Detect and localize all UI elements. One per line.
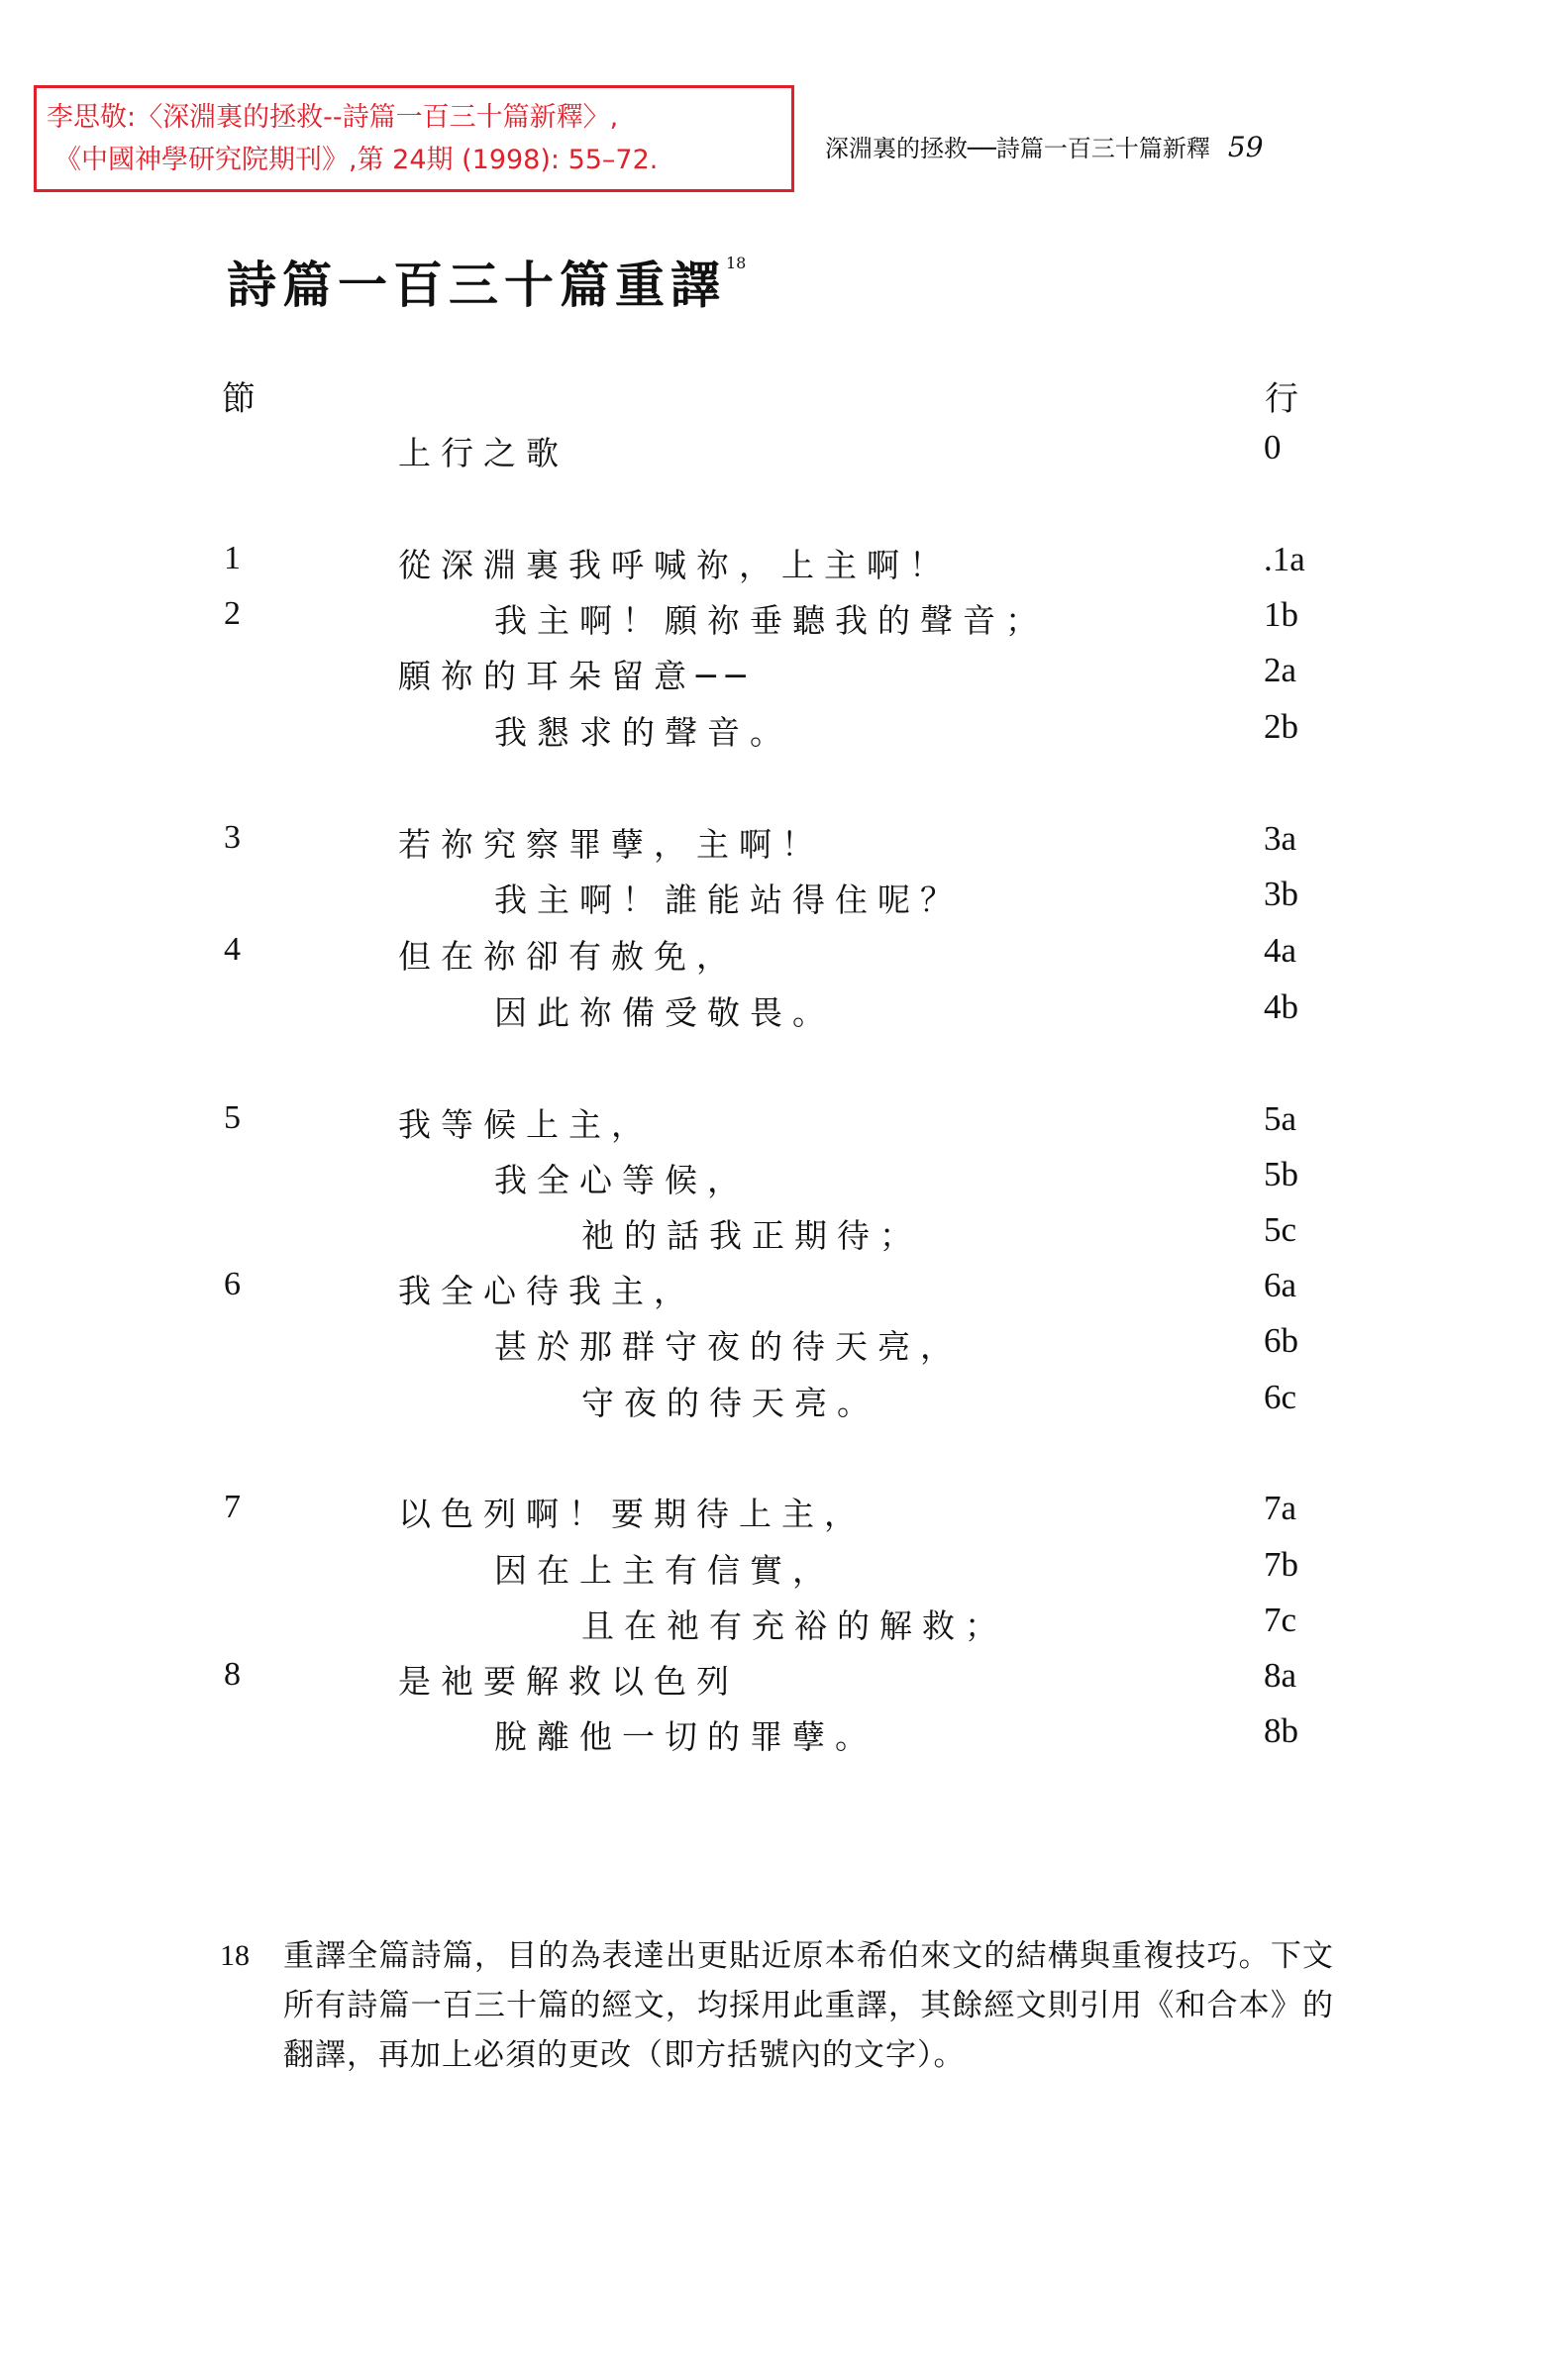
verse-number: 4 bbox=[224, 931, 241, 968]
line-number: 5b bbox=[1264, 1155, 1298, 1193]
verse-column-header: 節 bbox=[222, 379, 256, 419]
line-number: 2b bbox=[1264, 707, 1298, 746]
verse-text: 若祢究察罪孽，主啊！ bbox=[398, 825, 824, 864]
line-number: 6a bbox=[1264, 1266, 1297, 1304]
verse-text: 因此祢備受敬畏。 bbox=[494, 993, 835, 1032]
table-row bbox=[0, 651, 1544, 700]
verse-text: 因在上主有信實， bbox=[494, 1551, 835, 1590]
table-row bbox=[0, 1656, 1544, 1706]
table-row bbox=[0, 931, 1544, 981]
citation-line-2: 《中國神學研究院期刊》,第 24期 (1998): 55–72. bbox=[54, 145, 659, 175]
verse-text: 我主啊！誰能站得住呢？ bbox=[494, 880, 963, 919]
citation-box bbox=[34, 85, 794, 192]
verse-text: 且在祂有充裕的解救； bbox=[581, 1606, 1007, 1645]
footnote-number: 18 bbox=[220, 1939, 250, 1972]
verse-number: 1 bbox=[224, 540, 241, 576]
line-number: 4b bbox=[1264, 987, 1298, 1026]
verse-text: 守夜的待天亮。 bbox=[581, 1384, 879, 1422]
table-row bbox=[0, 819, 1544, 869]
verse-text: 上行之歌 bbox=[398, 434, 568, 472]
verse-text: 是祂要解救以色列 bbox=[398, 1662, 739, 1701]
table-row bbox=[0, 1210, 1544, 1260]
line-number: 8b bbox=[1264, 1711, 1298, 1750]
table-row bbox=[0, 987, 1544, 1037]
table-row bbox=[0, 1711, 1544, 1761]
line-number: 6b bbox=[1264, 1321, 1298, 1360]
line-number: 4a bbox=[1264, 931, 1297, 970]
verse-text: 願祢的耳朵留意── bbox=[398, 657, 756, 695]
line-number: 2a bbox=[1264, 651, 1297, 689]
verse-text: 我懇求的聲音。 bbox=[494, 713, 792, 752]
verse-number: 2 bbox=[224, 595, 241, 632]
verse-text: 我全心待我主， bbox=[398, 1272, 696, 1310]
line-number: 5c bbox=[1264, 1210, 1297, 1249]
verse-number: 5 bbox=[224, 1099, 241, 1136]
page-title bbox=[227, 246, 746, 317]
table-row bbox=[0, 875, 1544, 924]
table-row bbox=[0, 428, 1544, 477]
verse-text: 祂的話我正期待； bbox=[581, 1216, 922, 1255]
table-row bbox=[0, 540, 1544, 589]
verse-text: 但在祢卻有赦免， bbox=[398, 937, 739, 976]
citation-line-1: 李思敬:〈深淵裏的拯救--詩篇一百三十篇新釋〉, bbox=[47, 102, 619, 133]
page-number: 59 bbox=[1227, 131, 1264, 163]
line-number: 3b bbox=[1264, 875, 1298, 913]
table-row bbox=[0, 1099, 1544, 1149]
running-header bbox=[825, 129, 1264, 163]
table-row bbox=[0, 707, 1544, 757]
line-number: 7b bbox=[1264, 1545, 1298, 1584]
line-number: 0 bbox=[1264, 428, 1282, 466]
line-number: 8a bbox=[1264, 1656, 1297, 1695]
line-number: 1b bbox=[1264, 595, 1298, 634]
line-number: .1a bbox=[1264, 540, 1305, 578]
table-row bbox=[0, 1378, 1544, 1427]
verse-number: 6 bbox=[224, 1266, 241, 1302]
title-text: 詩篇一百三十篇重譯 bbox=[227, 256, 726, 314]
running-header-title: 深淵裏的拯救──詩篇一百三十篇新釋 bbox=[825, 135, 1210, 162]
table-row bbox=[0, 1601, 1544, 1650]
verse-text: 從深淵裏我呼喊祢，上主啊！ bbox=[398, 546, 952, 584]
line-number: 7c bbox=[1264, 1601, 1297, 1639]
verse-text: 甚於那群守夜的待天亮， bbox=[494, 1327, 963, 1366]
footnote-text: 重譯全篇詩篇，目的為表達出更貼近原本希伯來文的結構與重複技巧。下文所有詩篇一百三十篇的經文，均採用此重譯，其餘經文則引用《和合本》的翻譯，再加上必須的更改（即方括號內的文字）。 bbox=[283, 1938, 1334, 2073]
verse-text: 我主啊！願祢垂聽我的聲音； bbox=[494, 601, 1048, 640]
verse-text: 我全心等候， bbox=[494, 1161, 750, 1199]
verse-number: 8 bbox=[224, 1656, 241, 1693]
footnote bbox=[220, 1931, 1334, 2080]
table-row bbox=[0, 1155, 1544, 1204]
verse-number: 3 bbox=[224, 819, 241, 856]
table-row bbox=[0, 595, 1544, 645]
table-row bbox=[0, 1321, 1544, 1371]
verse-text: 我等候上主， bbox=[398, 1105, 654, 1144]
table-row bbox=[0, 1545, 1544, 1595]
table-row bbox=[0, 1489, 1544, 1538]
line-number: 7a bbox=[1264, 1489, 1297, 1527]
line-number: 3a bbox=[1264, 819, 1297, 858]
verse-text: 脫離他一切的罪孽。 bbox=[494, 1717, 877, 1756]
table-row bbox=[0, 1266, 1544, 1315]
line-column-header: 行 bbox=[1265, 379, 1298, 419]
verse-text: 以色列啊！要期待上主， bbox=[398, 1495, 867, 1533]
line-number: 6c bbox=[1264, 1378, 1297, 1416]
line-number: 5a bbox=[1264, 1099, 1297, 1138]
title-footnote-ref[interactable]: 18 bbox=[726, 254, 747, 272]
verse-number: 7 bbox=[224, 1489, 241, 1525]
